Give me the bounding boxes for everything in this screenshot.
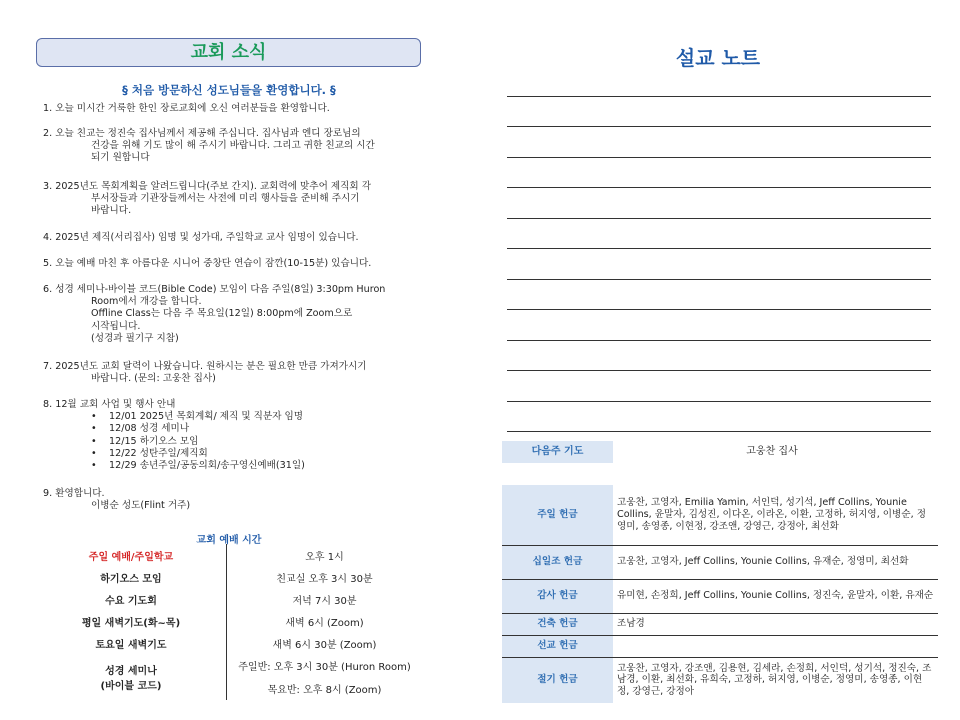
notice-9: 9. 환영합니다. 이병순 성도(Flint 거주) <box>43 488 191 512</box>
event-item: • 12/08 성경 세미나 <box>91 423 190 435</box>
next-week-prayer-name: 고웅찬 집사 <box>746 446 798 457</box>
table-row: 십일조 헌금 고웅찬, 고영자, Jeff Collins, Younie Collins, 유재순, 정영미, 최선화 <box>502 545 938 579</box>
notice-2: 2. 오늘 친교는 정진숙 집사님께서 제공해 주십니다. 집사님과 엔디 장로님의 건강을 위해 기도 많이 해 주시기 바랍니다. 그리고 귀한 친교의 시간 되기 원합니다 <box>43 128 375 164</box>
note-line <box>507 309 931 310</box>
table-row: 주일 예배/주일학교 오후 1시 <box>36 544 422 566</box>
table-row: 평일 새벽기도(화~목) 새벽 6시 (Zoom) <box>36 610 422 632</box>
event-item: • 12/01 2025년 목회계획/ 제직 및 직분자 임명 <box>91 411 304 423</box>
note-line <box>507 218 931 219</box>
note-line <box>507 187 931 188</box>
table-row: 주일 헌금 고웅찬, 고영자, Emilia Yamin, 서인덕, 성기석, Jeff Collins, Younie Collins, 윤말자, 김성진, 이다온, 이라온, 이환, 고정하, 허지영, 이병순, 정영미, 송영종, 이현정, 강조앤, 강영근, 강정아, 최선화 <box>502 485 938 545</box>
sermon-notes-title: 설교 노트 <box>675 46 761 70</box>
notice-1: 1. 오늘 미시간 거룩한 한인 장로교회에 오신 여러분들을 환영합니다. <box>43 103 330 114</box>
notice-7: 7. 2025년도 교회 달력이 나왔습니다. 원하시는 분은 필요한 만큼 가져가시기 바랍니다. (문의: 고웅찬 집사) <box>43 361 367 385</box>
church-news-title: 교회 소식 <box>36 38 421 67</box>
table-row: 하기오스 모임 친교실 오후 3시 30분 <box>36 566 422 588</box>
note-line <box>507 279 931 280</box>
note-line <box>507 126 931 127</box>
note-line <box>507 248 931 249</box>
event-item: • 12/22 성탄주일/제직회 <box>91 447 208 459</box>
table-row: 성경 세미나 (바이블 코드) 주일반: 오후 3시 30분 (Huron Room) <box>36 654 422 677</box>
welcome-heading: § 처음 방문하신 성도님들을 환영합니다. § <box>122 83 336 97</box>
notice-8: 8. 12월 교회 사업 및 행사 안내 • 12/01 2025년 목회계획/ 제직 및 직분자 임명 • 12/08 성경 세미나 • 12/15 하기오스 모임 • 12/22 성탄주일/제직회 • 12/29 송년주일/공동의회/송구영신예배(31일) <box>43 399 423 472</box>
event-item: • 12/15 하기오스 모임 <box>91 435 199 447</box>
table-row: 감사 헌금 유미현, 손정희, Jeff Collins, Younie Collins, 정진숙, 윤말자, 이환, 유재순 <box>502 579 938 613</box>
notice-4: 4. 2025년 제직(서리집사) 임명 및 성가대, 주일학교 교사 임명이 있습니다. <box>43 232 359 243</box>
note-line <box>507 96 931 97</box>
note-line <box>507 431 931 432</box>
worship-times-table <box>36 544 422 700</box>
table-row: 절기 헌금 고웅찬, 고영자, 강조앤, 김용현, 김세라, 손정희, 서인덕, 성기석, 정진숙, 조남경, 이환, 최선화, 유희숙, 고정하, 허지영, 이병순, 정영미, 송영종, 이현정, 강영근, 강정아 <box>502 657 938 703</box>
notice-6: 6. 성경 세미나-바이블 코드(Bible Code) 모임이 다음 주일(8일) 3:30pm Huron Room에서 개강을 합니다. Offline Class는 다음 주 목요일(12일) 8:00pm에 Zoom으로 시작됩니다. (성경과 필기구 지참) <box>43 284 386 344</box>
table-row: 선교 헌금 <box>502 635 938 657</box>
note-line <box>507 157 931 158</box>
table-row: 토요일 새벽기도 새벽 6시 30분 (Zoom) <box>36 632 422 654</box>
note-line <box>507 370 931 371</box>
table-row: 건축 헌금 조남경 <box>502 613 938 635</box>
notice-5: 5. 오늘 예배 마친 후 아름다운 시니어 중창단 연습이 잠깐(10-15분) 있습니다. <box>43 258 372 269</box>
next-week-prayer-label: 다음주 기도 <box>502 441 613 463</box>
offerings-table <box>502 485 938 703</box>
table-row: 수요 기도회 저녁 7시 30분 <box>36 588 422 610</box>
table-row: 목요반: 오후 8시 (Zoom) <box>267 685 382 696</box>
event-item: • 12/29 송년주일/공동의회/송구영신예배(31일) <box>91 460 305 472</box>
notice-3: 3. 2025년도 목회계획을 알려드립니다(주보 간지). 교회력에 맞추어 제직회 각 부서장들과 기관장들께서는 사전에 미리 행사들을 준비해 주시기 바랍니다. <box>43 181 372 217</box>
worship-times-title: 교회 예배 시간 <box>196 535 262 546</box>
note-line <box>507 401 931 402</box>
note-line <box>507 340 931 341</box>
